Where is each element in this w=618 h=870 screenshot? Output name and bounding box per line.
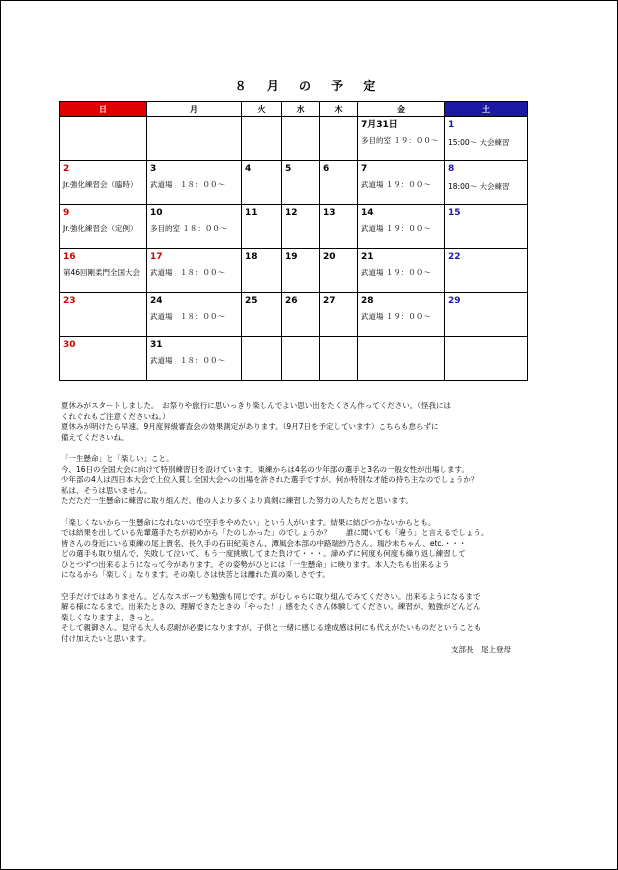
day-event: 多目的室 １８：００～	[150, 224, 228, 233]
day-event: 武道場 １９：００～	[361, 268, 431, 277]
calendar-day-cell	[358, 249, 445, 293]
day-number: 11	[245, 208, 258, 218]
calendar-day-cell	[320, 293, 358, 337]
calendar-day-cell	[60, 337, 147, 381]
day-number: 8	[448, 164, 455, 174]
day-event: 武道場 １８：００～	[150, 312, 225, 321]
notice-line: になるから「楽しく」なります。その楽しさは快苦とは離れた真の楽しさです。	[61, 570, 330, 579]
calendar-day-cell	[60, 205, 147, 249]
day-number: 29	[448, 296, 461, 306]
calendar-day-cell	[358, 337, 445, 381]
calendar-day-cell	[147, 117, 242, 161]
page-title: ８ 月 の 予 定	[234, 79, 384, 93]
day-number: 6	[323, 164, 330, 174]
day-event: 武道場 １９：００～	[361, 180, 431, 189]
day-number: 3	[150, 164, 157, 174]
calendar-day-cell	[358, 205, 445, 249]
notice-line: 夏休みがスタートしました。 お祭りや旅行に思いっきり楽しんでよい思い出をたくさん作ってください。（怪我には	[61, 401, 451, 410]
calendar-day-cell	[60, 293, 147, 337]
calendar-day-cell	[147, 205, 242, 249]
calendar-week-row	[60, 337, 528, 381]
calendar-day-cell	[320, 205, 358, 249]
notice-paragraph	[61, 454, 521, 507]
day-number: 13	[323, 208, 336, 218]
weekday-mon: 月	[147, 102, 242, 117]
calendar-week-row	[60, 117, 528, 161]
day-number: 19	[285, 252, 298, 262]
notice-line: 私は、そうは思いません。	[61, 485, 152, 495]
calendar-week-row	[60, 205, 528, 249]
day-event: 多目的室 １９：００～	[361, 136, 439, 145]
day-number: 26	[285, 296, 298, 306]
day-number: 23	[63, 296, 76, 306]
day-event: 武道場 １９：００～	[361, 224, 431, 233]
day-event: Jr.強化練習会（定例）	[63, 224, 138, 233]
calendar-day-cell	[147, 161, 242, 205]
calendar-day-cell	[320, 161, 358, 205]
calendar-week-row	[60, 161, 528, 205]
weekday-sun: 日	[60, 102, 147, 117]
notice-line: 空手だけではありません。どんなスポーツも勉強も同じです。がむしゃらに取り組んでみてください。出来るようになるまで	[61, 591, 481, 601]
day-number: 5	[285, 164, 292, 174]
notice-paragraph	[61, 518, 521, 581]
weekday-thu: 木	[320, 102, 358, 117]
calendar-day-cell	[242, 117, 282, 161]
calendar-day-cell	[358, 117, 445, 161]
notice-line: そして親御さん。見守る大人も忍耐が必要になりますが、子供と一緒に感じる達成感は何にも代えがたいものだということも	[61, 623, 482, 632]
calendar-day-cell	[282, 117, 320, 161]
day-event: 武道場 １８：００～	[150, 180, 225, 189]
calendar-day-cell	[445, 293, 528, 337]
weekday-sat: 土	[445, 102, 528, 117]
calendar-day-cell	[147, 337, 242, 381]
day-number: 1	[448, 120, 455, 130]
day-number: 24	[150, 296, 163, 306]
notice-line: 皆さんの身近にいる東練の尾上貴名、長久手の石田紀美さん、潭風会本部の中路瑞紗乃さん、瑞沙未ちゃん、etc.・・・	[61, 538, 467, 548]
day-number: 28	[361, 296, 374, 306]
notice-line: 備えてくださいね。	[61, 432, 129, 442]
calendar-day-cell	[282, 205, 320, 249]
calendar-day-cell	[242, 205, 282, 249]
notice-line: 「楽しくないから一生懸命になれないので空手をやめたい」という人がいます。結果に結びつかないからとも。	[61, 517, 436, 527]
day-number: 9	[63, 208, 70, 218]
day-number: 31	[150, 340, 163, 350]
calendar-table	[59, 101, 528, 381]
calendar-day-cell	[445, 249, 528, 293]
calendar-day-cell	[242, 249, 282, 293]
notice-line: では結果を出している先輩選手たちが初めから「たのしかった」のでしょうか？ 誰に聞いても「違う」と言えるでしょう。	[61, 528, 489, 537]
day-number: 20	[323, 252, 336, 262]
notice-line: 少年部の4人は西日本大会で上位入賞し全国大会への出場を許された選手ですが、何か特別な才能の持ち主なのでしょうか？	[61, 475, 479, 484]
day-number: 22	[448, 252, 461, 262]
day-number: 17	[150, 252, 163, 262]
calendar-day-cell	[242, 337, 282, 381]
calendar-day-cell	[282, 249, 320, 293]
calendar-day-cell	[242, 293, 282, 337]
calendar-day-cell	[445, 205, 528, 249]
calendar-day-cell	[60, 117, 147, 161]
day-number: 12	[285, 208, 298, 218]
day-event: Jr.強化練習会（臨時）	[63, 180, 138, 189]
day-number: 4	[245, 164, 252, 174]
day-number: 2	[63, 164, 70, 174]
day-event: 武道場 １８：００～	[150, 268, 225, 277]
notice-line: 夏休みが明けたら早速、9月度昇級審査会の効果測定があります。（9月7日を予定しています）こちらも怠らずに	[61, 422, 439, 431]
calendar-day-cell	[445, 337, 528, 381]
day-event: 第46回剛柔門全国大会	[63, 268, 141, 277]
signature: 支部長 尾上登母	[451, 645, 511, 654]
calendar-day-cell	[358, 293, 445, 337]
notice-line: 「一生懸命」と「楽しい」こと。	[61, 454, 174, 463]
weekday-tue: 火	[242, 102, 282, 117]
day-number: 21	[361, 252, 374, 262]
notice-line: ただただ一生懸命に練習に取り組んだ、他の人より多くより真剣に練習した努力の人たちだと思います。	[61, 496, 413, 505]
calendar-day-cell	[320, 117, 358, 161]
calendar-week-row	[60, 249, 528, 293]
calendar-day-cell	[445, 161, 528, 205]
notice-body	[61, 401, 521, 655]
notice-line: 今、16日の全国大会に向けて特別練習日を設けています。東練からは4名の少年部の選手と3名の一般女性が出場します。	[61, 464, 469, 474]
day-number: 14	[361, 208, 374, 218]
notice-line: くれぐれもご注意くださいね。）	[61, 411, 170, 421]
calendar-day-cell	[445, 117, 528, 161]
day-number: 10	[150, 208, 163, 218]
notice-paragraph	[61, 592, 521, 645]
calendar-day-cell	[320, 337, 358, 381]
day-event: 15:00～ 大会練習	[448, 138, 510, 147]
notice-line: 解る様になるまで。出来たときの、理解できたときの「やった！」感をたくさん体験してください。練習が、勉強がどんどん	[61, 602, 481, 611]
day-number: 7月31日	[361, 120, 398, 130]
weekday-wed: 水	[282, 102, 320, 117]
day-number: 7	[361, 164, 368, 174]
day-event: 武道場 １８：００～	[150, 356, 225, 365]
calendar-day-cell	[282, 337, 320, 381]
day-number: 18	[245, 252, 258, 262]
calendar-day-cell	[282, 161, 320, 205]
notice-line: 楽しくなりますよ、きっと。	[61, 612, 159, 622]
notice-paragraph	[61, 401, 521, 443]
day-number: 27	[323, 296, 336, 306]
calendar-day-cell	[60, 249, 147, 293]
calendar-week-row	[60, 293, 528, 337]
calendar-body	[60, 117, 528, 381]
weekday-fri: 金	[358, 102, 445, 117]
weekday-header-row	[60, 102, 528, 117]
calendar-day-cell	[60, 161, 147, 205]
calendar-day-cell	[147, 293, 242, 337]
day-number: 16	[63, 252, 76, 262]
day-event: 18:00～ 大会練習	[448, 182, 510, 191]
calendar-day-cell	[320, 249, 358, 293]
calendar-day-cell	[147, 249, 242, 293]
day-number: 15	[448, 208, 461, 218]
calendar-day-cell	[358, 161, 445, 205]
notice-line: ひとつずつ出来るようになって今があります。その姿勢がひとには「一生懸命」に映ります。本人たちも出来るよう	[61, 559, 450, 569]
notice-line: 付け加えたいと思います。	[61, 633, 151, 643]
day-number: 30	[63, 340, 76, 350]
calendar-day-cell	[282, 293, 320, 337]
notice-line: どの選手も取り組んで、失敗して泣いて、もう一度挑戦してまた負けて・・・。諦めずに何度も何度も繰り返し練習して	[61, 549, 466, 558]
day-number: 25	[245, 296, 258, 306]
day-event: 武道場 １９：００～	[361, 312, 431, 321]
calendar-day-cell	[242, 161, 282, 205]
